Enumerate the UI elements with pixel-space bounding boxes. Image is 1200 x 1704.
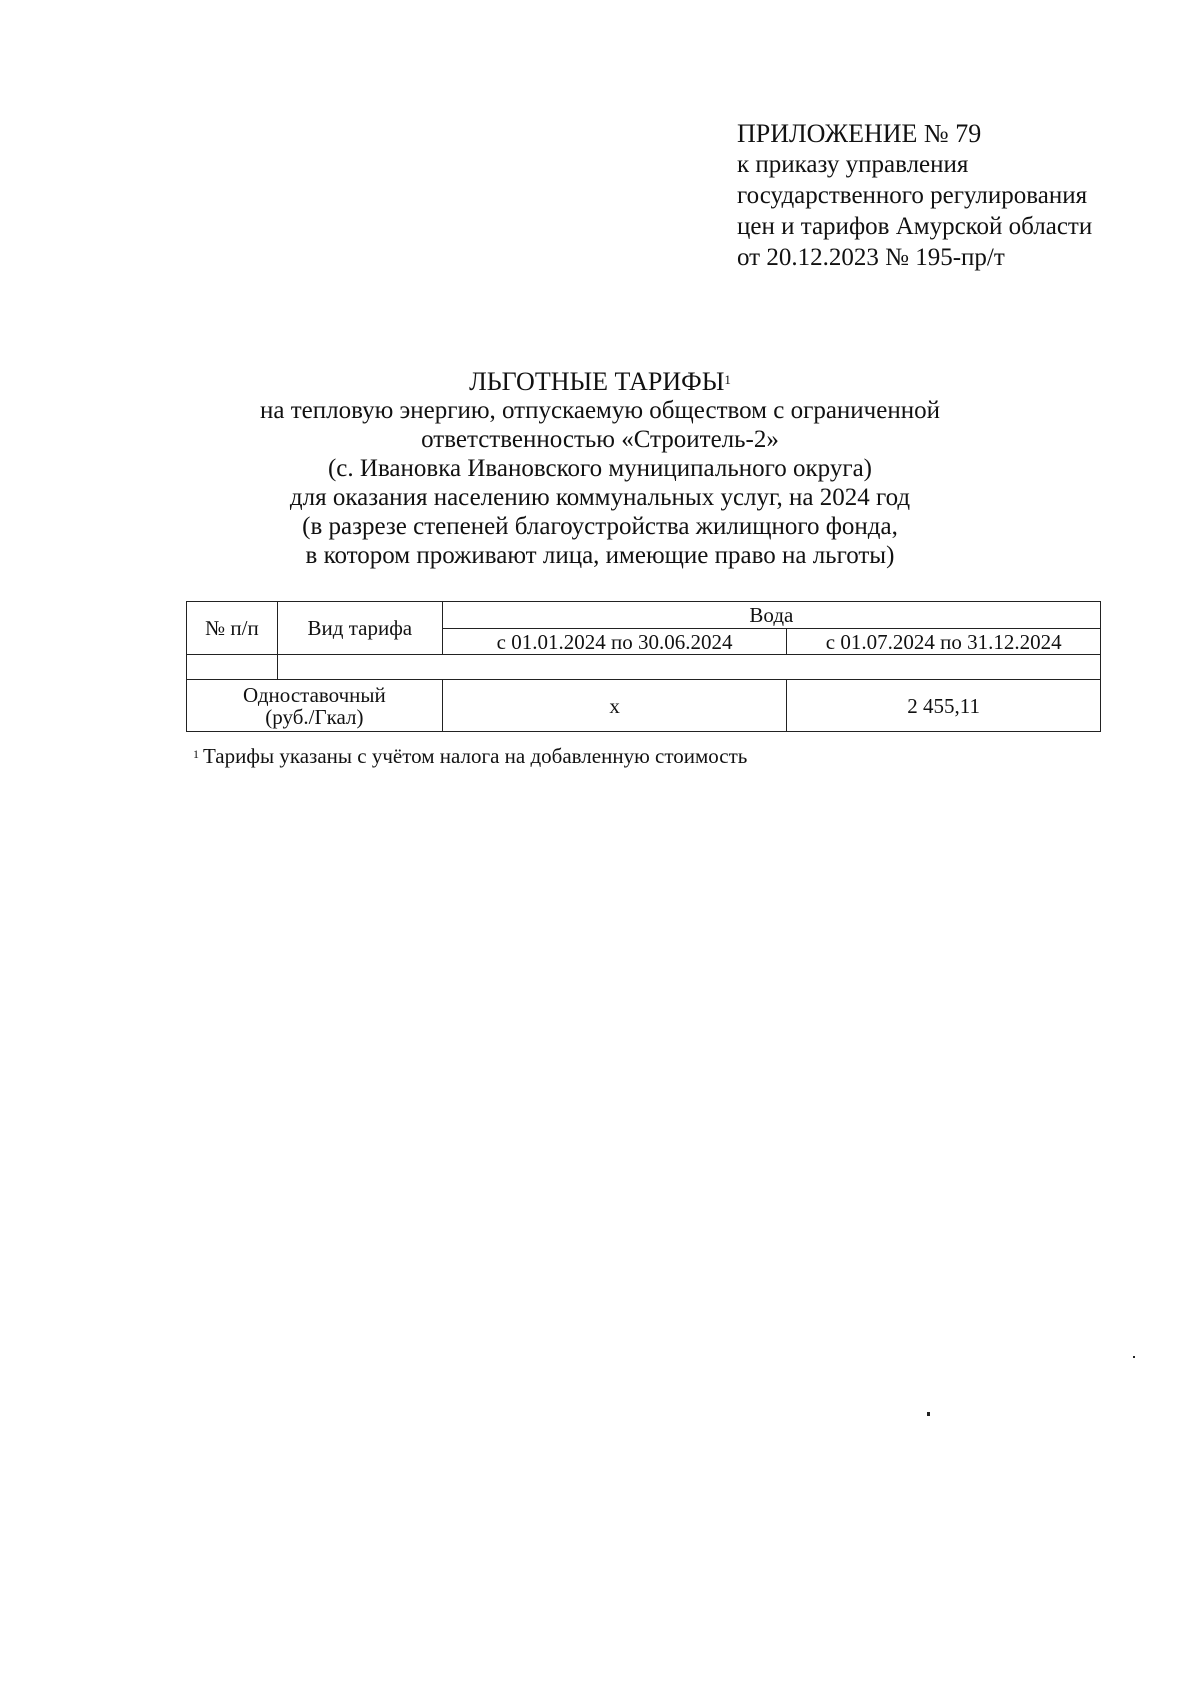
table-header-row (187, 602, 1101, 629)
tariff-value-period-2: 2 455,11 (787, 680, 1101, 732)
footnote (193, 743, 747, 769)
tariff-type-name: Одноставочный (242, 682, 386, 707)
appendix-line: от 20.12.2023 № 195-пр/т (737, 244, 1005, 271)
header-period-1: с 01.01.2024 по 30.06.2024 (442, 629, 787, 655)
title-line: (с. Ивановка Ивановского муниципального округа) (327, 455, 873, 482)
document-title-block (180, 367, 1020, 570)
appendix-line: государственного регулирования (737, 182, 1088, 209)
tariff-value-period-1: х (442, 680, 787, 732)
title-line: ответственностью «Строитель-2» (421, 426, 779, 453)
header-period-2: с 01.07.2024 по 31.12.2024 (787, 629, 1101, 655)
tariff-type-unit: (руб./Гкал) (265, 704, 364, 729)
header-number: № п/п (187, 602, 278, 655)
title-line: для оказания населению коммунальных услуг, на 2024 год (289, 484, 911, 511)
title-line: (в разрезе степеней благоустройства жилищного фонда, (302, 513, 898, 540)
appendix-number: ПРИЛОЖЕНИЕ № 79 (737, 119, 982, 148)
empty-cell (277, 655, 1100, 680)
tariff-table (186, 601, 1101, 732)
table-empty-row (187, 655, 1101, 680)
scan-speck (927, 1412, 930, 1416)
header-tariff-type: Вид тарифа (277, 602, 442, 655)
title-line: на тепловую энергию, отпускаемую обществом с ограниченной (260, 397, 940, 424)
title-line: в котором проживают лица, имеющие право на льготы) (305, 542, 895, 569)
document-title (180, 367, 1020, 396)
header-water: Вода (442, 602, 1100, 629)
appendix-line: к приказу управления (737, 151, 969, 178)
footnote-mark: 1 (193, 747, 199, 761)
appendix-line: цен и тарифов Амурской области (737, 213, 1093, 240)
appendix-header (737, 118, 1157, 273)
document-title-text: ЛЬГОТНЫЕ ТАРИФЫ (469, 367, 725, 396)
tariff-type-cell (187, 680, 443, 732)
footnote-text: Тарифы указаны с учётом налога на добавленную стоимость (203, 744, 748, 768)
table-row (187, 680, 1101, 732)
scan-speck (1133, 1356, 1135, 1358)
empty-cell (187, 655, 278, 680)
title-footnote-mark: 1 (724, 372, 731, 387)
